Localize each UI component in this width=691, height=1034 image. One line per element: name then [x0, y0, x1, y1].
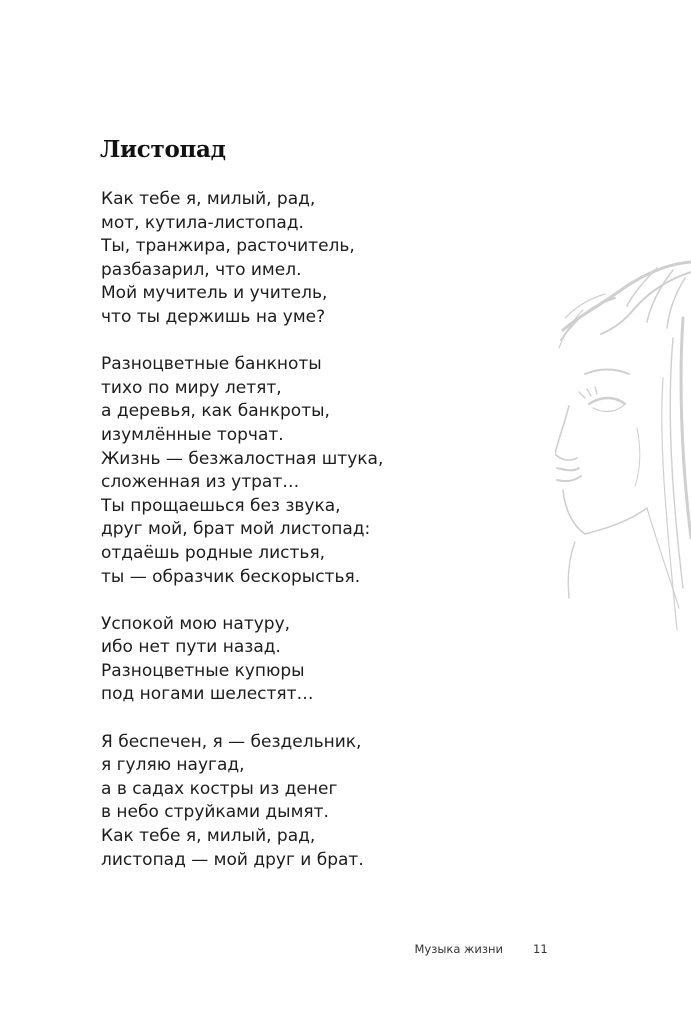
poem-title: Листопад	[100, 136, 226, 163]
stanza-1	[101, 188, 383, 330]
poem-line: Жизнь — безжалостная штука,	[101, 448, 384, 469]
stanza-4	[101, 731, 383, 873]
poem-line: сложенная из утрат…	[101, 472, 300, 493]
poem-line: Успокой мою натуру,	[101, 613, 291, 634]
woman-profile-sketch-icon	[555, 258, 691, 638]
poem-line: в небо струйками дымят.	[101, 802, 329, 823]
poem-line: тихо по миру летят,	[101, 377, 282, 398]
poem-line: а деревья, как банкроты,	[101, 401, 330, 422]
poem-line: изумлённые торчат.	[101, 424, 284, 445]
stanza-3	[101, 613, 383, 707]
running-head: Музыка жизни	[414, 942, 503, 956]
poem-line: под ногами шелестят…	[101, 684, 314, 705]
page-footer	[0, 942, 691, 960]
poem-line: листопад — мой друг и брат.	[101, 849, 364, 870]
poem-line: Я беспечен, я — бездельник,	[101, 731, 362, 752]
poem-line: ты — образчик бескорыстья.	[101, 566, 361, 587]
poem-line: что ты держишь на уме?	[101, 306, 326, 327]
poem-line: отдаёшь родные листья,	[101, 542, 326, 563]
stanza-2	[101, 353, 383, 589]
poem-line: ибо нет пути назад.	[101, 637, 281, 658]
poem-line: Ты прощаешься без звука,	[101, 495, 341, 516]
poem-line: Разноцветные купюры	[101, 660, 305, 681]
poem-line: а в садах костры из денег	[101, 778, 338, 799]
poem-line: Как тебе я, милый, рад,	[101, 826, 316, 847]
poem-line: я гуляю наугад,	[101, 755, 245, 776]
poem-line: Ты, транжира, расточитель,	[101, 236, 355, 257]
poem-line: Как тебе я, милый, рад,	[101, 189, 316, 209]
poem-line: друг мой, брат мой листопад:	[101, 519, 371, 540]
poem-line: мот, кутила-листопад.	[101, 212, 304, 233]
poem-line: Мой мучитель и учитель,	[101, 283, 328, 304]
poem-body	[101, 188, 383, 872]
poem-line: разбазарил, что имел.	[101, 259, 302, 280]
page-number: 11	[533, 942, 548, 956]
poem-line: Разноцветные банкноты	[101, 354, 322, 375]
